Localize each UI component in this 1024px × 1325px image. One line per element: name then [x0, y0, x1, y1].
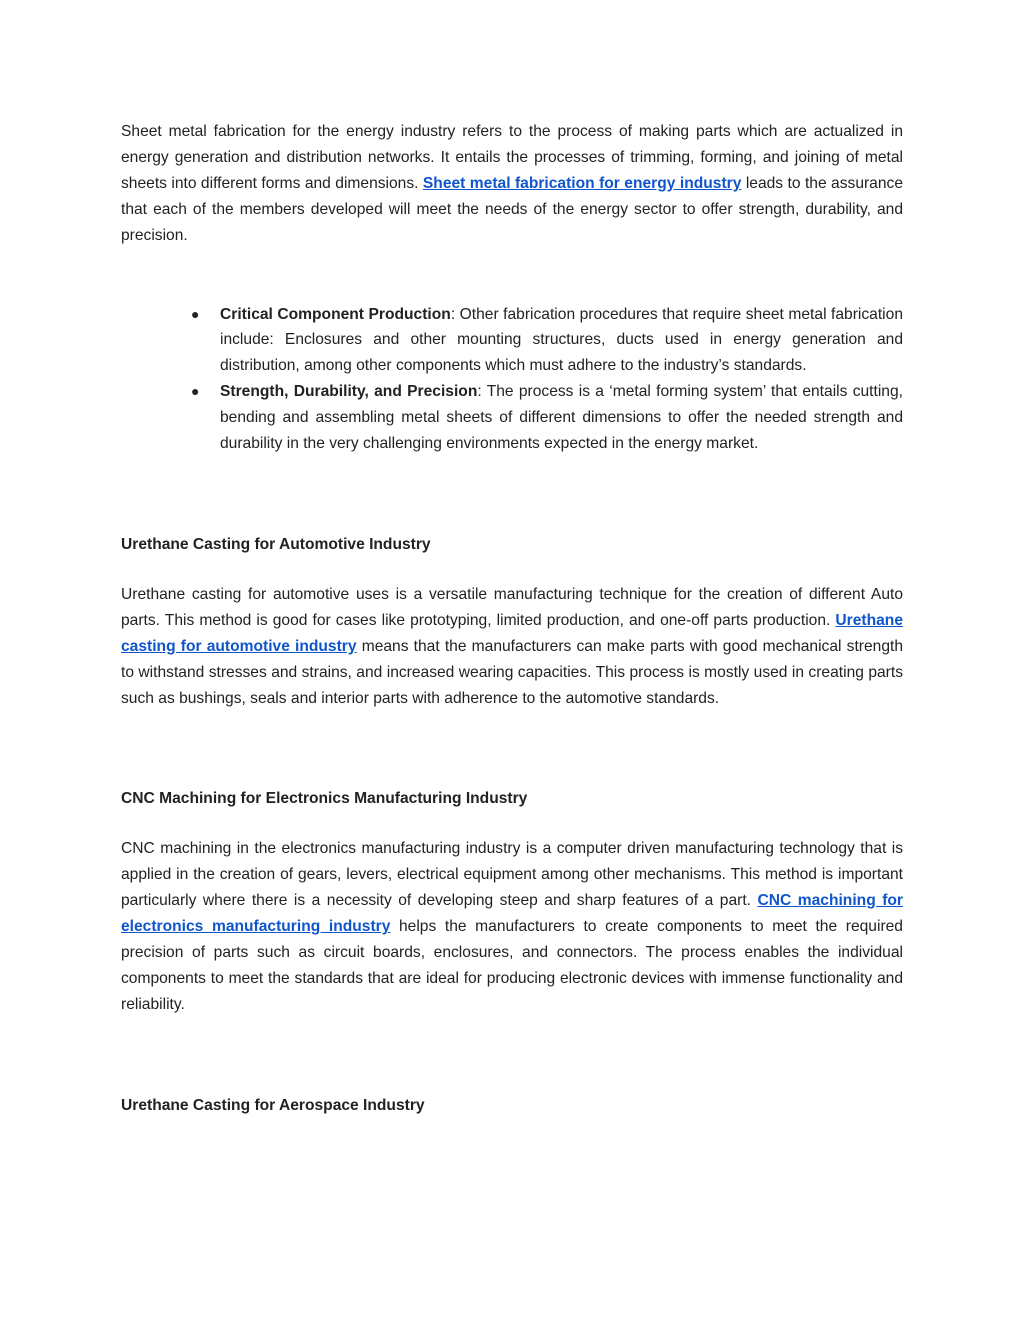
intro-text-after-link: leads to the assurance that each of the members developed will meet the needs of the energy sector to offer strength, durability, and precision.: [121, 174, 903, 244]
list-item: [191, 379, 903, 457]
bullet-term: Critical Component Production: [220, 305, 451, 323]
section-text-before-link: Urethane casting for automotive uses is a versatile manufacturing technique for the creation of different Auto parts. This method is good for cases like prototyping, limited production, and one-off parts production.: [121, 585, 903, 629]
intro-paragraph: [121, 119, 903, 249]
section-text-after-link: means that the manufacturers can make parts with good mechanical strength to withstand stresses and strains, and increased wearing capacities. This process is mostly used in creating parts such as bushings, seals and interior parts with adherence to the automotive standards.: [121, 637, 903, 707]
bullet-term: Strength, Durability, and Precision: [220, 383, 478, 401]
cnc-electronics-link[interactable]: CNC machining for electronics manufacturing industry: [121, 892, 903, 936]
section-text-after-link: helps the manufacturers to create components to meet the required precision of parts such as circuit boards, enclosures, and connectors. The process enables the individual components to meet the standards that are ideal for producing electronic devices with immense functionality and reliability.: [121, 918, 903, 1013]
intro-text-before-link: Sheet metal fabrication for the energy industry refers to the process of making parts which are actualized in energy generation and distribution networks. It entails the processes of trimming, forming, and joining of metal sheets into different forms and dimensions.: [121, 123, 903, 192]
section-paragraph-urethane-automotive: [121, 582, 903, 712]
section-paragraph-cnc-electronics: [121, 836, 903, 1017]
bullet-icon: ●: [191, 383, 200, 400]
section-heading-cnc-electronics: CNC Machining for Electronics Manufacturing Industry: [121, 790, 528, 808]
bullet-icon: ●: [191, 305, 200, 322]
feature-bullet-list: [191, 302, 903, 457]
bullet-description: : The process is a ‘metal forming system’ that entails cutting, bending and assembling metal sheets of different dimensions to offer the needed strength and durability in the very challenging environments expected in the energy market.: [220, 383, 903, 453]
document-body: [121, 119, 903, 1119]
list-item: [191, 302, 903, 380]
section-heading-urethane-automotive: Urethane Casting for Automotive Industry: [121, 535, 431, 553]
section-heading-urethane-aerospace: Urethane Casting for Aerospace Industry: [121, 1096, 425, 1114]
sheet-metal-energy-link[interactable]: Sheet metal fabrication for energy industry: [422, 174, 742, 192]
bullet-description: : Other fabrication procedures that require sheet metal fabrication include: Enclosures and other mounting structures, ducts used in energy generation and distribution, among other components which must adhere to the industry’s standards.: [220, 305, 903, 375]
urethane-automotive-link[interactable]: Urethane casting for automotive industry: [121, 611, 903, 655]
section-text-before-link: CNC machining in the electronics manufacturing industry is a computer driven manufacturing technology that is applied in the creation of gears, levers, electrical equipment among other mechanisms. This method is important particularly where there is a necessity of developing steep and sharp features of a part.: [121, 840, 903, 910]
